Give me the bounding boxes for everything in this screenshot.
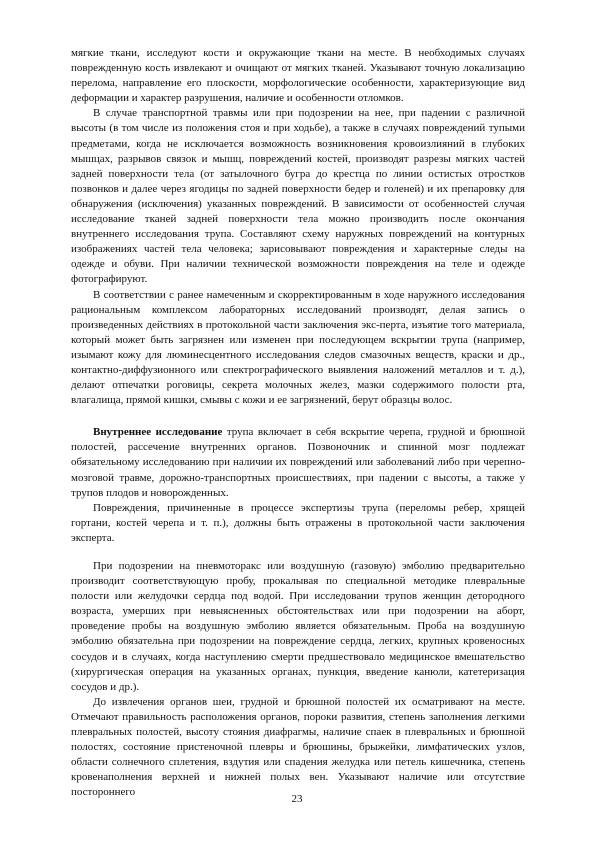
paragraph-transport-trauma: В случае транспортной травмы или при подозрении на нее, при падении с различной высоты (в том числе из положения стоя и при ходьбе), а также в случаях повреждений тупыми предметами, когда не исключается возможность возникновения кровоизлияний в глубоких мышцах, разрывов связок и мышц, повреждений костей, производят разрезы мягких частей задней поверхности тела (от затылочного бугра до крестца по линии остистых отростков позвонков и далее через ягодицы по задней поверхности бедер и голеней) и их препаровку для обнаружения (исключения) указанных повреждений. В зависимости от особенностей случая исследование тканей задней поверхности тела можно производить после окончания внутреннего исследования трупа. Составляют схему наружных повреждений на контурных изображениях частей тела человека; зарисовывают повреждения и характерные следы на одежде и обуви. При наличии технической возможности повреждения на теле и одежде фотографируют. bbox=[71, 107, 525, 286]
internal-examination-text: трупа включает в себя вскрытие черепа, грудной и брюшной полостей, рассечение внутренних органов. Позвоночник и спинной мозг подлежат обязательному исследованию при наличии их повреждений или заболеваний либо при черепно-мозговой травме, дорожно-транспортных происшествиях, при падении с высоты, а также у трупов плодов и новорожденных. bbox=[71, 426, 525, 499]
paragraph-bone-examination: мягкие ткани, исследуют кости и окружающие ткани на месте. В необходимых случаях поврежденную кость извлекают и очищают от мягких тканей. Указывают точную локализацию перелома, направление его плоскости, морфологические особенности, характеризующие вид деформации и характер разрушения, наличие и особенности отломков. bbox=[71, 47, 525, 105]
paragraph-internal-examination bbox=[71, 425, 525, 500]
page-number: 23 bbox=[291, 793, 303, 805]
paragraph-pneumothorax-test: При подозрении на пневмоторакс или воздушную (газовую) эмболию предварительно производит соответствующую пробу, прокалывая по специальной методике плевральные полости или желудочки сердца под водой. При исследовании трупов женщин детородного возраста, умерших при невыясненных обстоятельствах или при подозрении на аборт, проведение пробы на воздушную эмболию является обязательным. Проба на воздушную эмболию обязательна при подозрении на повреждение сердца, легких, крупных кровеносных сосудов и в случаях, когда наступлению смерти предшествовало медицинское вмешательство (хирургическая операция на указанных органах, пункция, введение канюли, катетеризация сосудов и др.). bbox=[71, 560, 525, 693]
document-page bbox=[71, 46, 525, 801]
paragraph-laboratory-samples: В соответствии с ранее намеченным и скорректированным в ходе наружного исследования рациональным комплексом лабораторных исследований производят, делая запись о произведенных действиях в протокольной части заключения экс-перта, изъятие того материала, который может быть загрязнен или изменен при последующем вскрытии трупа (например, изымают кожу для люминесцентного исследования следов смазочных веществ, краски и др., контактно-диффузионного или спектрографического выявления наложений металлов и т. д.), делают отпечатки роговицы, секрета молочных желез, мазки содержимого полости рта, влагалища, прямой кишки, смывы с кожи и ее загрязнений, берут образцы волос. bbox=[71, 288, 525, 407]
paragraph-autopsy-damage: Повреждения, причиненные в процессе экспертизы трупа (переломы ребер, хрящей гортани, костей черепа и т. п.), должны быть отражены в протокольной части заключения эксперта. bbox=[71, 501, 525, 544]
internal-examination-heading: Внутреннее исследование bbox=[93, 426, 223, 439]
paragraph-organ-inspection: До извлечения органов шеи, грудной и брюшной полостей их осматривают на месте. Отмечают правильность расположения органов, пороки развития, степень заполнения легкими плевральных полостей, высоту стояния диафрагмы, наличие спаек в плевральных и брюшной полостях, состояние пристеночной плевры и брюшины, брыжейки, лимфатических узлов, области солнечного сплетения, вздутия или спадения желудка или петель кишечника, степень кровенаполнения верхней и нижней полых вен. Указывают наличие или отсутствие постороннего bbox=[71, 695, 525, 799]
